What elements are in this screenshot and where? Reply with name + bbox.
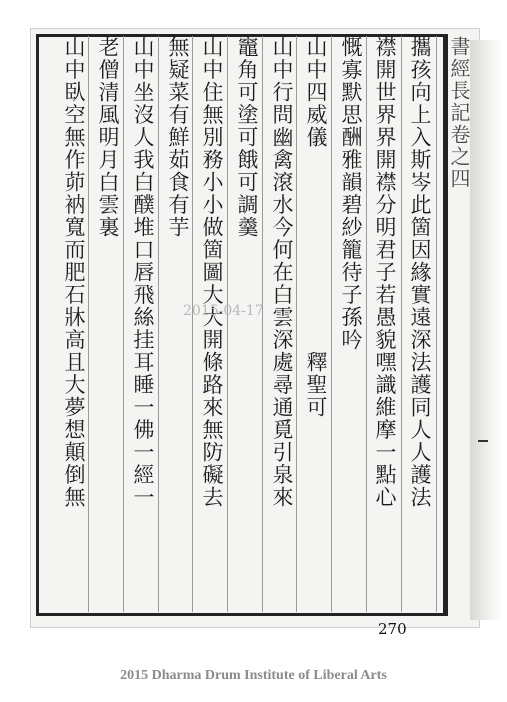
column-rule	[296, 36, 297, 612]
text-column: 襟開世界界開襟分明君子若愚貌嘿識維摩一點心	[373, 36, 397, 509]
text-column: 慨寡默思酬雅韻碧紗籠待子孫吟	[339, 36, 363, 351]
column-rule	[401, 36, 402, 612]
running-header: 書經長記卷之四	[447, 36, 471, 190]
column-rule	[366, 36, 367, 612]
text-column: 竈角可塗可餓可調羹	[235, 36, 259, 239]
column-rule	[331, 36, 332, 612]
column-rule	[123, 36, 124, 612]
column-rule	[158, 36, 159, 612]
page-edge	[470, 40, 504, 620]
date-stamp: 2015-04-17	[183, 303, 264, 319]
text-column: 山中臥空無作茆衲寬而肥石牀高且大夢想顛倒無	[62, 36, 86, 509]
column-rule	[192, 36, 193, 612]
column-rule	[436, 36, 437, 612]
column-rule	[227, 36, 228, 612]
copyright-footer: 2015 Dharma Drum Institute of Liberal Arts	[120, 668, 387, 683]
text-column: 攜孩向上入斯岑此箇因緣實遠深法護同人人護法	[408, 36, 432, 509]
column-rule	[262, 36, 263, 612]
text-column: 山中住無別務小小做箇圖大大開條路來無防礙去	[200, 36, 224, 509]
page-edge-mark	[478, 440, 488, 442]
text-column: 山中坐沒人我白醭堆口唇飛絲挂耳睡一佛一經一	[131, 36, 155, 509]
text-column: 山中行問幽禽滾水今何在白雲深處尋通覓引泉來	[270, 36, 294, 509]
text-column: 老僧清風明月白雲裏	[96, 36, 120, 239]
section-title-column: 山中四威儀 釋聖可	[304, 36, 328, 419]
column-rule	[88, 36, 89, 612]
page-number: 270	[378, 620, 407, 638]
text-column: 無疑菜有鮮茹食有芋	[166, 36, 190, 239]
